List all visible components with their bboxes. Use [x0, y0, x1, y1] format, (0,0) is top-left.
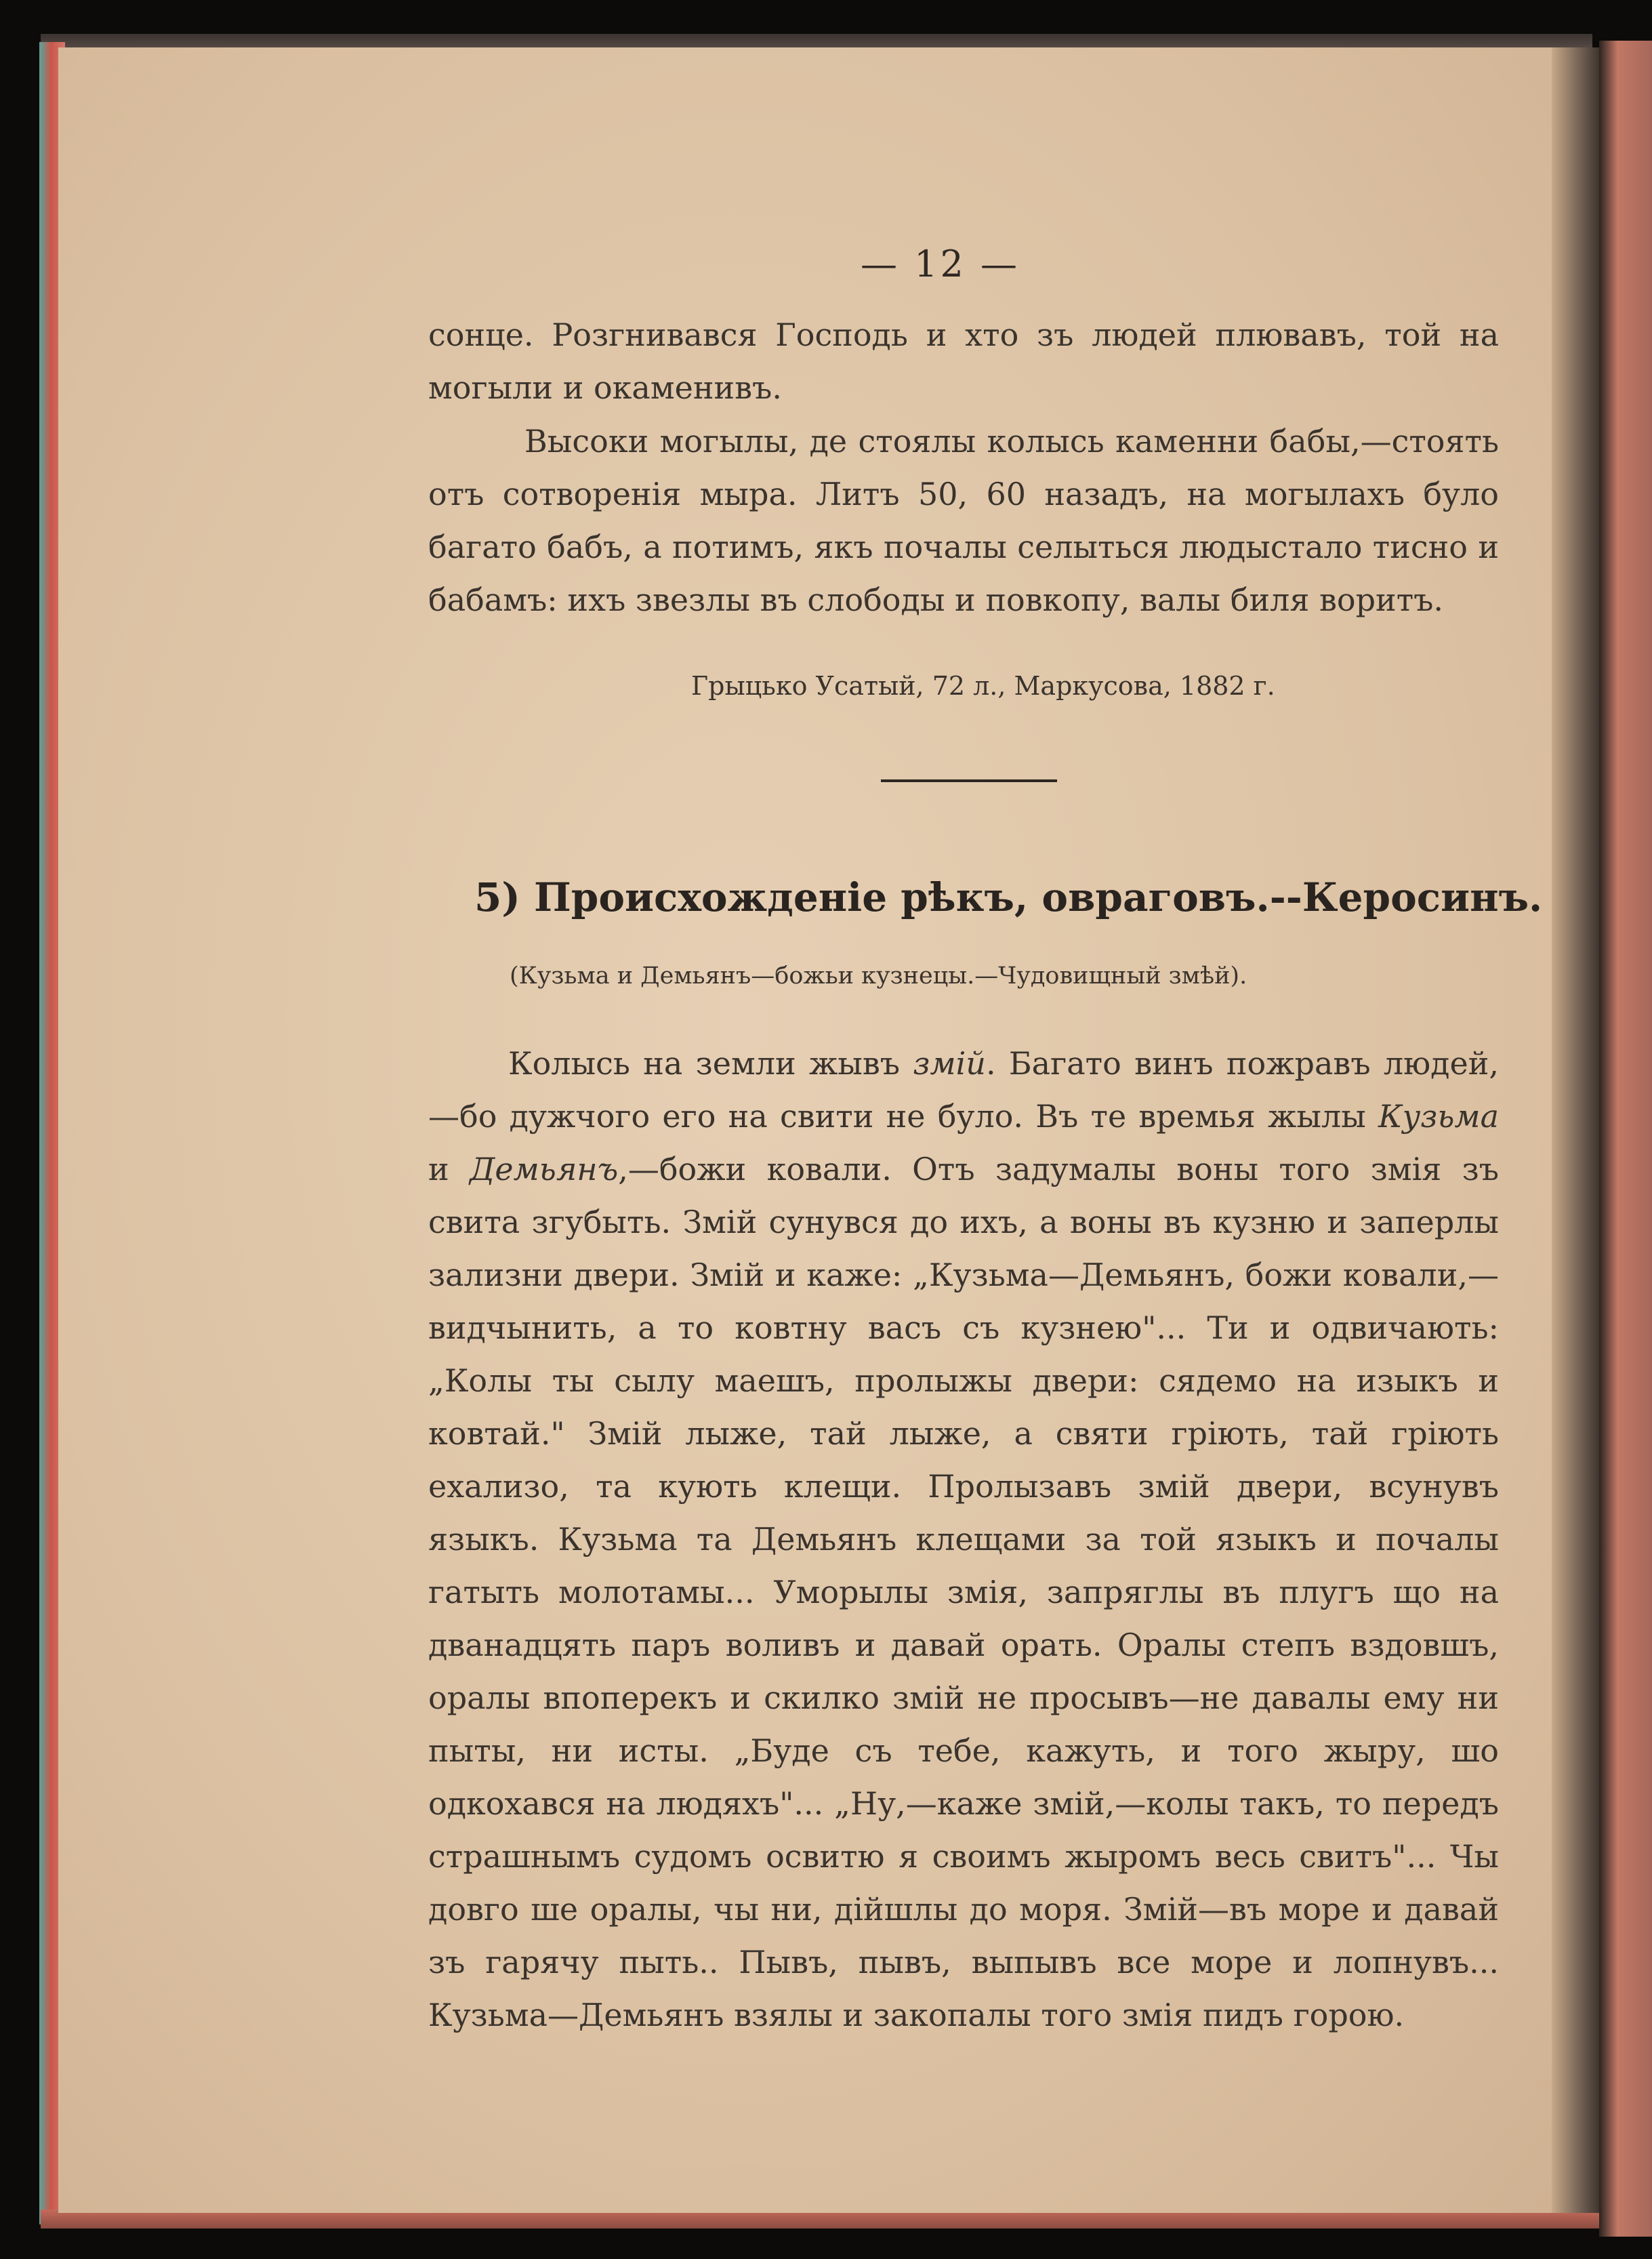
story-text: . Багато винъ пожравъ людей,—бо дужчого его на свити не було. Въ те времья жылы: [428, 1045, 1500, 1135]
section-subheading: (Кузьма и Демьянъ—божьи кузнецы.—Чудовищный змѣй).: [510, 962, 1247, 990]
next-page-edge: [1599, 41, 1652, 2237]
story-emphasis-zmiy: змій: [913, 1045, 986, 1082]
story-text: и: [428, 1151, 470, 1187]
paragraph-mounds: Высоки могылы, де стоялы колысь каменни бабы,—стоять отъ сотворенія мыра. Литъ 50, 60 назадъ, на могылахъ було багато бабъ, а потимъ, якъ почалы селыться людыстало тисно и бабамъ: ихъ звезлы въ слободы и повкопу, валы биля воритъ.: [428, 423, 1499, 618]
page-number: — 12 —: [861, 243, 1020, 285]
source-attribution: Грыцько Усатый, 72 л., Маркусова, 1882 г.: [691, 671, 1275, 701]
section-heading: 5) Происхожденіе рѣкъ, овраговъ.--Керосинъ.: [474, 874, 1543, 920]
paragraph-continuation: сонце. Розгнивався Господь и хто зъ людей плювавъ, той на могыли и окаменивъ.: [428, 317, 1499, 406]
story-emphasis-kuzma: Кузьма: [1378, 1098, 1499, 1135]
page-gutter: [1552, 47, 1606, 2213]
story-emphasis-demyan: Демьянъ: [470, 1151, 619, 1187]
story-paragraph: [428, 1037, 1499, 2041]
story-text: Колысь на земли жывъ: [508, 1045, 913, 1082]
section-divider: [881, 779, 1057, 782]
story-text: ,—божи ковали. Отъ задумалы воны того змія зъ свита згубыть. Змій сунувся до ихъ, а воны въ кузню и заперлы зализни двери. Змій и каже: „Кузьма—Демьянъ, божи ковали,—видчынить, а то ковтну васъ съ кузнею"... Ти и одвичають: „Колы ты сылу маешъ, пролыжы двери: сядемо на изыкъ и ковтай." Змій лыже, тай лыже, а святи гріють, тай гріють exализо, та кують клещи. Пролызавъ змій двери, всунувъ языкъ. Кузьма та Демьянъ клещами за той языкъ и почалы гатыть молотамы... Уморылы змія, запряглы въ плугъ що на дванадцять паръ воливъ и давай орать. Оралы степъ вздовшъ, оралы впоперекъ и скилко змій не просывъ—не давалы ему ни пыты, ни исты. „Буде съ тебе, кажуть, и того жыру, шо одкохався на людяхъ"... „Ну,—каже змій,—колы такъ, то передъ страшнымъ судомъ освитю я своимъ жыромъ весь свитъ"... Чы довго ше оралы, чы ни, дійшлы до моря. Змій—въ море и давай зъ гарячу пыть.. Пывъ, пывъ, выпывъ все море и лопнувъ... Кузьма—Демьянъ взялы и закопалы того змія пидъ горою.: [428, 1151, 1500, 2033]
